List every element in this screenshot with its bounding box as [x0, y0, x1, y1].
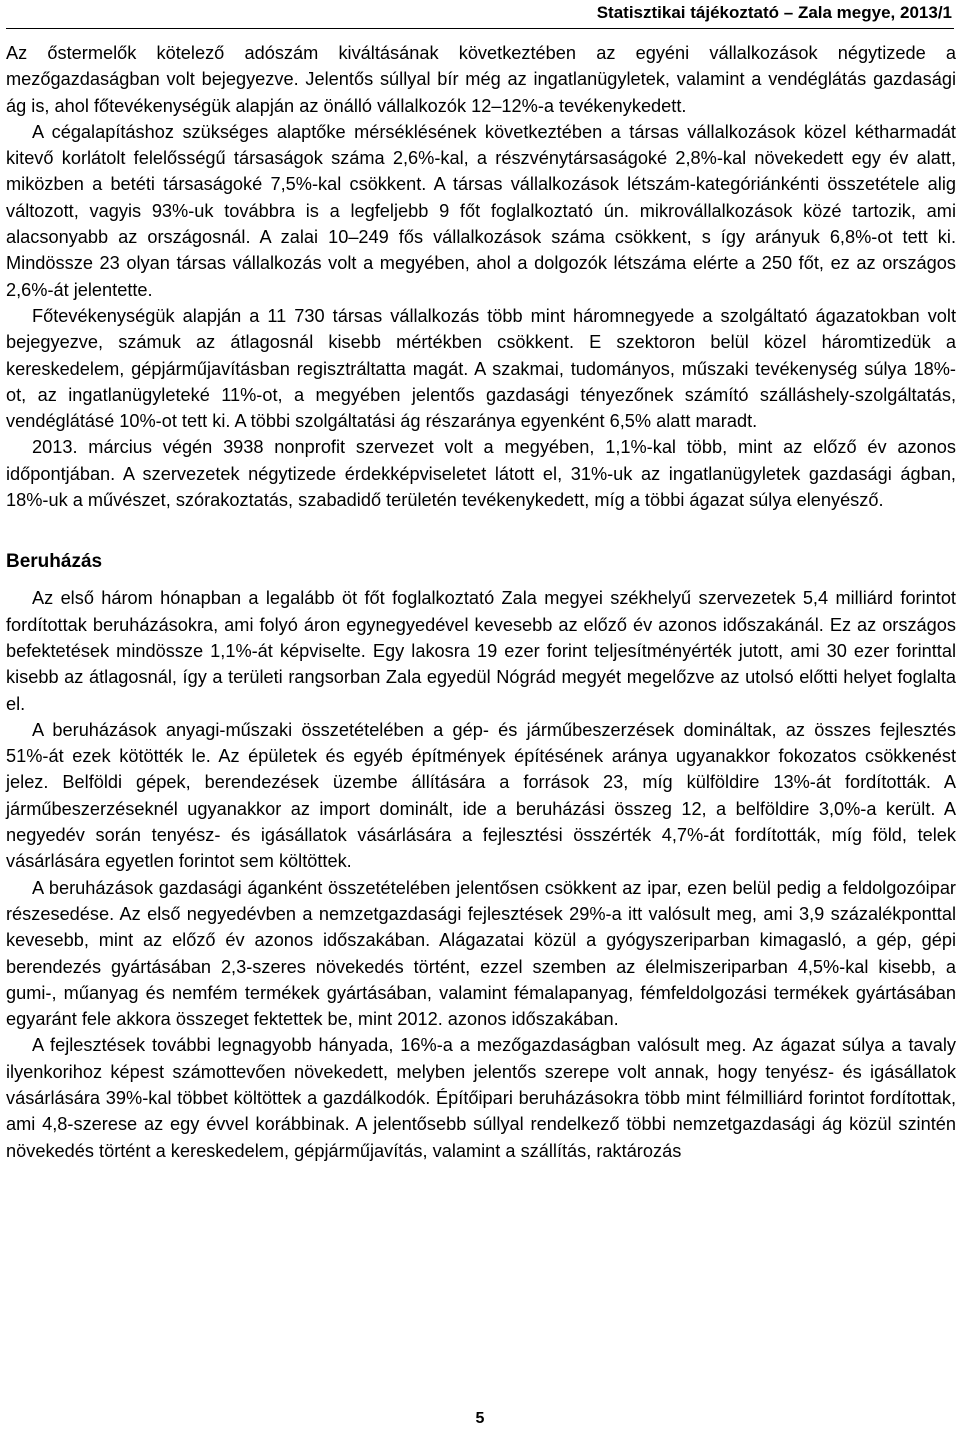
- document-body: [6, 40, 956, 1164]
- paragraph: A beruházások gazdasági áganként összetételében jelentősen csökkent az ipar, ezen belül pedig a feldolgozóipar részesedése. Az első negyedévben a nemzetgazdasági fejlesztések 29%-a itt valósult meg, ami 3,9 százalékponttal kevesebb, mint az előző év azonos időszakában. Alágazatai közül a gyógyszeriparban kimagasló, a gép, gépi berendezés gyártásában 2,3-szeres növekedés történt, ezzel szemben az élelmiszeriparban 4,5%-kal kisebb, a gumi-, műanyag és nemfém termékek gyártásában, valamint fémalapanyag, fémfeldolgozási termékek gyártásában egyaránt fele akkora összeget fektettek be, mint 2012. azonos időszakában.: [6, 877, 956, 1030]
- paragraph: 2013. március végén 3938 nonprofit szervezet volt a megyében, 1,1%-kal több, mint az előző év azonos időpontjában. A szervezetek négytizede érdekképviseletet látott el, 31%-uk az ingatlanügyletek gazdasági ágban, 18%-uk a művészet, szórakoztatás, szabadidő területén tevékenykedett, míg a többi ágazat súlya elenyésző.: [6, 437, 956, 511]
- paragraph: A cégalapításhoz szükséges alaptőke mérséklésének következtében a társas vállalkozások közel kétharmadát kitevő korlátolt felelősségű társaságok száma 2,6%-kal, a részvénytársaságoké 2,8%-kal növekedett egy év alatt, miközben a betéti társaságoké 7,5%-kal csökkent. A társas vállalkozások létszám-kategóriánkénti összetétele alig változott, vagyis 93%-uk továbbra is a legfeljebb 9 főt foglalkoztató ún. mikrovállalkozások közé tartozik, ami alacsonyabb az országosnál. A zalai 10–249 fős vállalkozások száma csökkent, s így arányuk 6,8%-ot tett ki. Mindössze 23 olyan társas vállalkozás volt a megyében, ahol a dolgozók létszáma elérte a 250 főt, ez az országos 2,6%-át jelentette.: [6, 121, 956, 300]
- header-rule: [6, 28, 954, 29]
- running-header: Statisztikai tájékoztató – Zala megye, 2013/1: [596, 3, 952, 22]
- paragraph: Főtevékenységük alapján a 11 730 társas vállalkozás több mint háromnegyede a szolgáltató ágazatokban volt bejegyezve, számuk az átlagosnál kisebb mértékben csökkent. E szektoron belül közel háromtizedük a kereskedelem, gépjárműjavításban regisztráltatta magát. A szakmai, tudományos, műszaki tevékenység súlya 18%-ot, az ingatlanügyleteké 11%-ot, a megyében jelentős gazdasági tényezőnek számító szálláshely-szolgáltatás, vendéglátásé 10%-ot tett ki. A többi szolgáltatási ág részaránya egyenként 6,5% alatt maradt.: [6, 305, 956, 432]
- paragraph: Az őstermelők kötelező adószám kiváltásának következtében az egyéni vállalkozások négytizede a mezőgazdaságban volt bejegyezve. Jelentős súllyal bír még az ingatlanügyletek, valamint a vendéglátás gazdasági ág is, ahol főtevékenységük alapján az önálló vállalkozók 12–12%-a tevékenykedett.: [6, 43, 956, 116]
- paragraph: Az első három hónapban a legalább öt főt foglalkoztató Zala megyei székhelyű szervezetek 5,4 milliárd forintot fordítottak beruházásokra, ami folyó áron egynegyedével kevesebb az előző év azonos időszakánál. Ez az országos befektetések mindössze 1,1%-át képviselte. Egy lakosra 19 ezer forint teljesítményérték jutott, ami 30 ezer forinttal kisebb az átlagosnál, így a területi rangsorban Zala egyedül Nógrád megyét megelőzve az utolsó előtti helyet foglalta el.: [6, 588, 956, 714]
- paragraph: A beruházások anyagi-műszaki összetételében a gép- és járműbeszerzések domináltak, az összes fejlesztés 51%-át ezek kötötték le. Az épületek és egyéb építmények építésének aránya ugyanakkor fokozatos csökkenést jelez. Belföldi gépek, berendezések üzembe állítására a források 23, míg külföldire 13%-át fordították. A járműbeszerzéseknél ugyanakkor az import dominált, ide a beruházási összeg 12, a belföldire 3,0%-a került. A negyedév során tenyész- és igásállatok vásárlására a fejlesztési összérték 4,7%-át fordították, míg föld, telek vásárlására egyetlen forintot sem költöttek.: [6, 719, 956, 872]
- paragraph: A fejlesztések további legnagyobb hányada, 16%-a a mezőgazdaságban valósult meg. Az ágazat súlya a tavaly ilyenkorihoz képest számottevően növekedett, melyben jelentős szerepe volt annak, hogy tenyész- és igásállatok vásárlására 39%-kal többet költöttek a gazdálkodók. Építőipari beruházásokra több mint félmilliárd forintot fordítottak, ami 4,8-szerese az egy évvel korábbinak. A jelentősebb súllyal rendelkező többi nemzetgazdasági ág közül szintén növekedés történt a kereskedelem, gépjárműjavítás, valamint a szállítás, raktározás: [6, 1035, 956, 1161]
- section-title: Beruházás: [6, 551, 103, 573]
- page-number: 5: [475, 1410, 485, 1427]
